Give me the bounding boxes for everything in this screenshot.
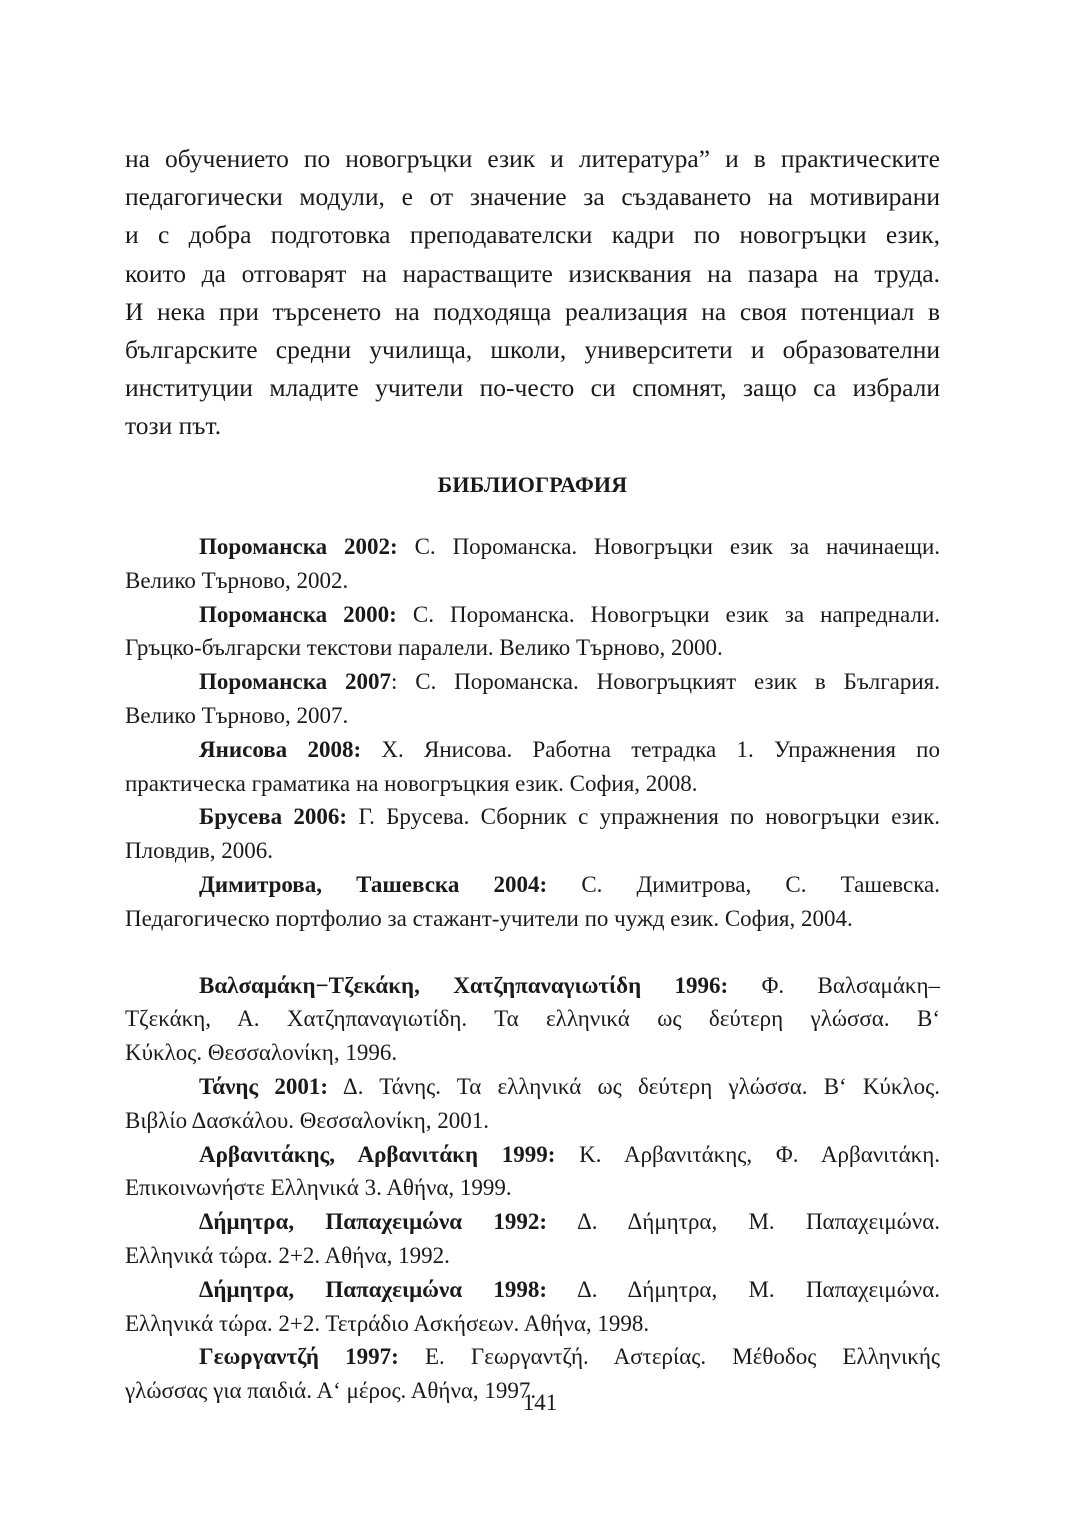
page-number: 141 xyxy=(522,1390,558,1415)
bibliography-entry xyxy=(125,733,940,801)
paragraph-line: педагогически модули, е от значение за създаването на мотивирани xyxy=(125,182,940,212)
bibliography-entry xyxy=(125,1138,940,1206)
paragraph-line: институции младите учители по-често си спомнят, защо са избрали xyxy=(125,373,940,403)
entry-text: Τζεκάκη, Α. Χατζηπαναγιωτίδη. Τα ελληνικά ως δεύτερη γλώσσα. Β‘ xyxy=(125,1006,940,1032)
entry-text: Велико Търново, 2002. xyxy=(125,567,349,593)
bibliography-entry xyxy=(125,1070,940,1138)
entry-author: Димитрова, Ташевска 2004: xyxy=(199,871,548,897)
entry-text: Δ. Τάνης. Τα ελληνικά ως δεύτερη γλώσσα. Β‘ Κύκλος. xyxy=(327,1073,940,1099)
bibliography-entry xyxy=(125,1205,940,1273)
bibliography-entry xyxy=(125,868,940,936)
bibliography-entry xyxy=(125,530,940,598)
entry-text: Педагогическо портфолио за стажант-учители по чужд език. София, 2004. xyxy=(125,905,853,931)
entry-text: С. Пороманска. Новогръцки език за напреднали. xyxy=(396,601,941,627)
entry-text: : С. Пороманска. Новогръцкият език в България. xyxy=(390,669,940,695)
entry-text: Ελληνικά τώρα. 2+2. Τετράδιο Ασκήσεων. Αθήνα, 1998. xyxy=(125,1310,650,1336)
entry-group-separator xyxy=(125,936,940,969)
entry-author: Τάνης 2001: xyxy=(199,1073,328,1099)
entry-author: Αρβανιτάκης, Αρβανιτάκη 1999: xyxy=(199,1141,556,1167)
entry-text: Δ. Δήμητρα, Μ. Παπαχειμώνα. xyxy=(546,1209,940,1235)
entry-author: Брусева 2006: xyxy=(199,804,348,830)
entry-author: Пороманска 2000: xyxy=(199,601,397,627)
entry-text: Ελληνικά τώρα. 2+2. Αθήνα, 1992. xyxy=(125,1242,450,1268)
entry-text: Επικοινωνήστε Ελληνικά 3. Αθήνα, 1999. xyxy=(125,1175,512,1201)
bibliography-entry xyxy=(125,1273,940,1341)
entry-text: Гръцко-български текстови паралели. Велико Търново, 2000. xyxy=(125,635,723,661)
entry-text: Ε. Γεωργαντζή. Αστερίας. Μέθοδος Ελληνικής xyxy=(398,1344,940,1370)
entry-text: Κύκλος. Θεσσαλονίκη, 1996. xyxy=(125,1040,398,1066)
paragraph-line: и с добра подготовка преподавателски кадри по новогръцки език, xyxy=(125,220,940,250)
paragraph-line: българските средни училища, школи, университети и образователни xyxy=(125,335,940,365)
bibliography-heading: БИБЛИОГРАФИЯ xyxy=(437,472,628,497)
entry-text: практическа граматика на новогръцкия език. София, 2008. xyxy=(125,770,698,796)
entry-author: Γεωργαντζή 1997: xyxy=(199,1344,399,1370)
entry-author: Δήμητρα, Παπαχειμώνα 1998: xyxy=(199,1276,547,1302)
entry-text: Κ. Αρβανιτάκης, Φ. Αρβανιτάκη. xyxy=(555,1141,940,1167)
entry-text: Βιβλίο Δασκάλου. Θεσσαλονίκη, 2001. xyxy=(125,1107,489,1133)
entry-text: Велико Търново, 2007. xyxy=(125,702,349,728)
bibliography-list xyxy=(125,530,940,1408)
entry-author: Янисова 2008: xyxy=(199,736,362,762)
bibliography-entry xyxy=(125,598,940,666)
entry-author: Пороманска 2007 xyxy=(199,669,391,695)
paragraph-line: които да отговарят на нарастващите изисквания на пазара на труда. xyxy=(125,258,940,288)
entry-text: С. Пороманска. Новогръцки език за начинаещи. xyxy=(397,534,941,559)
entry-text: С. Димитрова, С. Ташевска. xyxy=(547,871,940,897)
entry-author: Пороманска 2002: xyxy=(199,534,398,559)
bibliography-entry xyxy=(125,800,940,868)
paragraph-line: И нека при търсенето на подходяща реализация на своя потенциал в xyxy=(125,296,940,326)
body-paragraph xyxy=(125,140,940,446)
entry-author: Βαλσαμάκη−Τζεκάκη, Χατζηπαναγιωτίδη 1996: xyxy=(199,972,729,998)
entry-text: Пловдив, 2006. xyxy=(125,838,273,864)
bibliography-entry xyxy=(125,665,940,733)
bibliography-entry xyxy=(125,969,940,1070)
paragraph-line: на обучението по новогръцки език и литература” и в практическите xyxy=(125,144,940,173)
paragraph-line: този път. xyxy=(125,411,222,441)
entry-author: Δήμητρα, Παπαχειμώνα 1992: xyxy=(199,1209,547,1235)
entry-text: γλώσσας για παιδιά. Α‘ μέρος. Αθήνα, 1997. xyxy=(125,1378,537,1404)
entry-text: Δ. Δήμητρα, Μ. Παπαχειμώνα. xyxy=(546,1276,940,1302)
entry-text: Г. Брусева. Сборник с упражнения по новогръцки език. xyxy=(347,804,941,830)
entry-text: Φ. Βαλσαμάκη– xyxy=(728,972,940,998)
entry-text: Х. Янисова. Работна тетрадка 1. Упражнения по xyxy=(361,736,940,762)
